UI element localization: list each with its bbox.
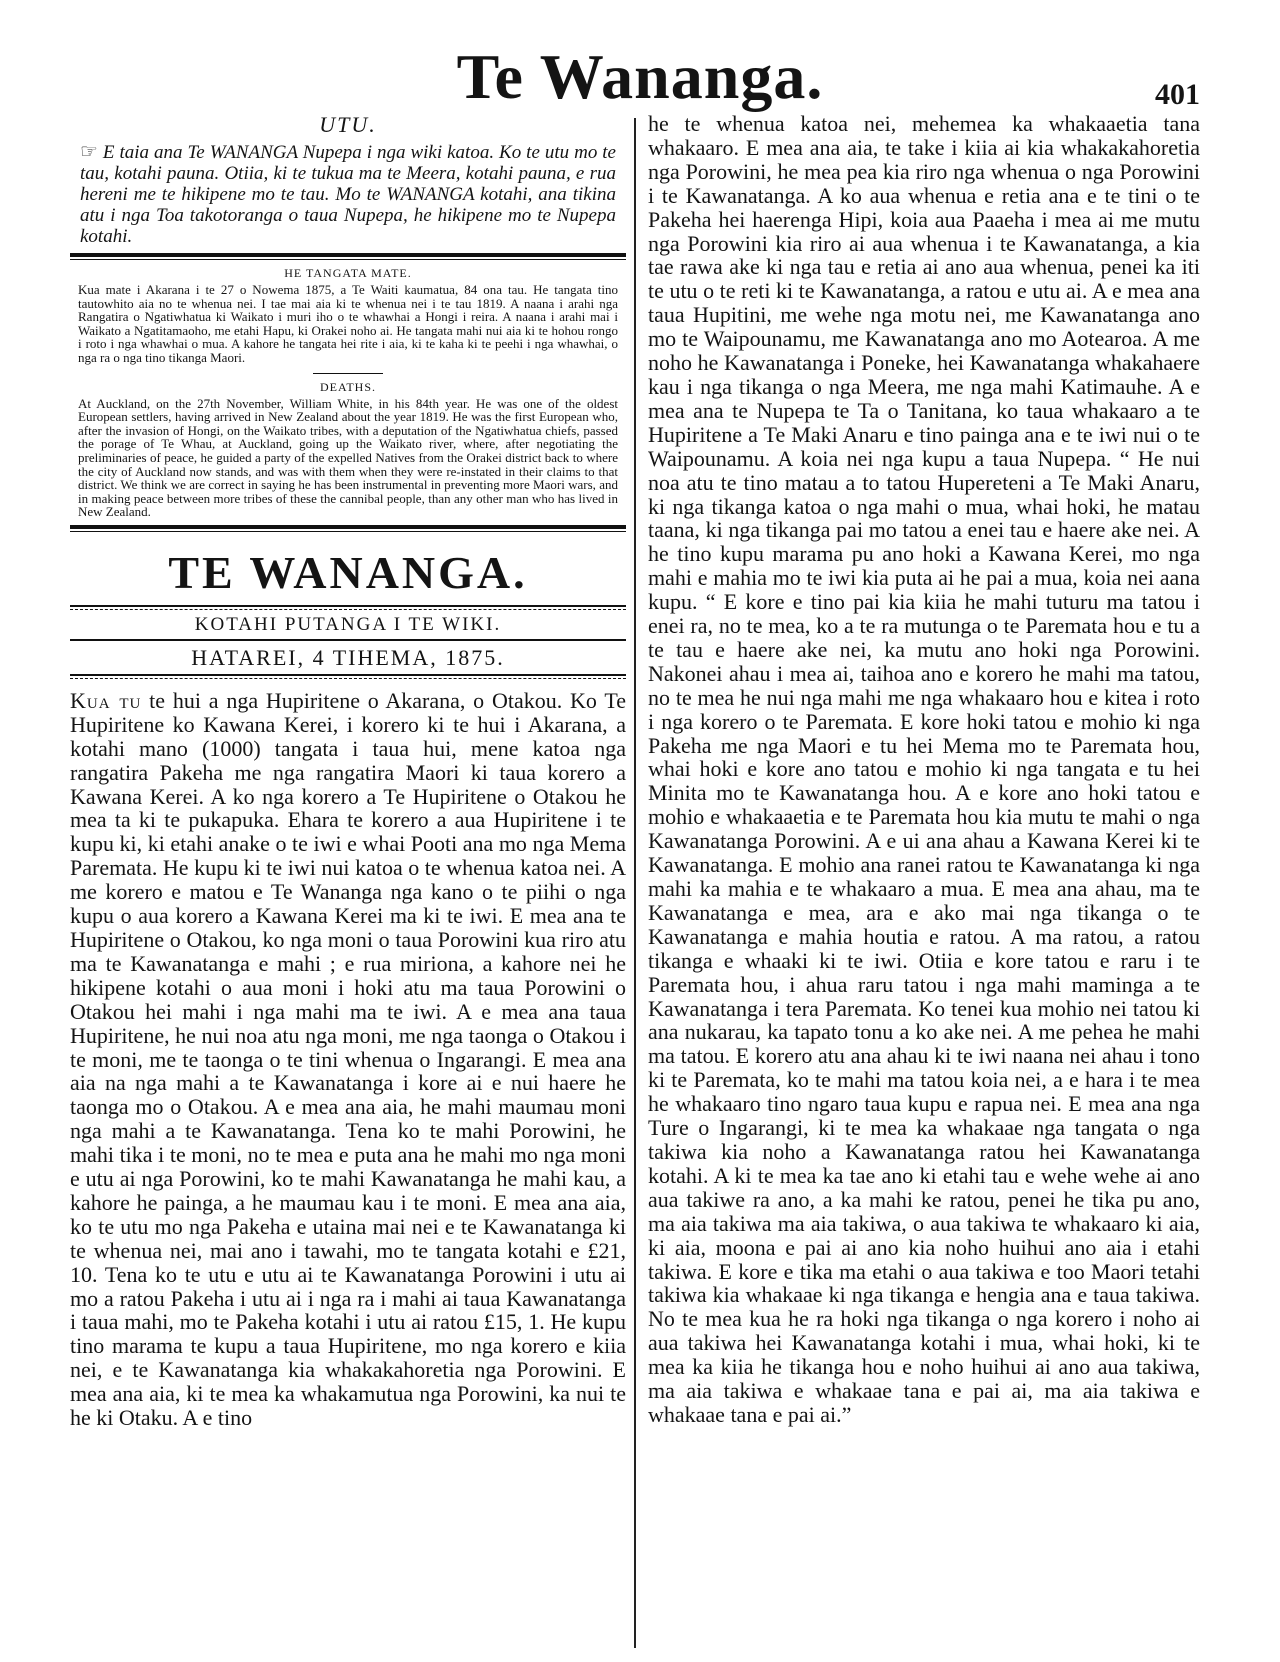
date-rule xyxy=(70,674,626,676)
section-rule xyxy=(70,525,626,529)
page-number: 401 xyxy=(1155,78,1200,111)
notice-title: UTU. xyxy=(319,112,377,137)
section-rule-thin xyxy=(70,259,626,260)
subtitle-rule xyxy=(70,639,626,641)
title-rule-dashed xyxy=(70,609,626,610)
deaths-notice: At Auckland, on the 27th November, William White, in his 84th year. He was one of the oldest European settlers, having arrived in New Zealand about the year 1819. He was the first European who, after the invasion of Hongi, on the Waikato tribes, with a deputation of the Ngatiwhatua chiefs, passed the porage of Te Whau, at Auckland, going up the Waikato river, where, after negotiating the preliminaries of peace, he guided a party of the expelled Natives from the Orakei district back to where the city of Auckland now stands, and was with them when they were re-instated in their claims to that district. We think we are correct in saying he has been instrumental in preventing more Maori wars, and in making peace between more tribes of these the cannibal people, than any other man who has lived in New Zealand. xyxy=(78,395,618,520)
maori-death-heading: HE TANGATA MATE. xyxy=(284,266,412,280)
editorial-body-left xyxy=(70,689,626,1430)
page-title: Te Wananga. xyxy=(456,41,824,112)
section-rule xyxy=(70,253,626,257)
editorial-body-right: he te whenua katoa nei, mehemea ka whakaaetia tana whakaaro. E mea ana aia, te take i kiia ai kia whakakahoretia nga Porowini, he mea pea kia riro nga whenua o nga Porowini i te Kawanatanga. A ko aua whenua e retia ana e te tini o te Pakeha hei haerenga Hipi, koia aua Paaeha i mea ai me mutu nga Porowini kia riro ai aua whenua i te Kawanatanga, a kia tae rawa ake ki nga tau e retia ai ano aua whenua, penei ka iti te utu o te reti ki te Kawanatanga, a ratou e utu ai. A e mea ana taua Hupitini, me wehe nga motu nei, me Kawanatanga ano mo te Waipounamu, me Kawanatanga ano mo Aotearoa. A me noho he Kawanatanga i Poneke, hei Kawanatanga whakahaere kau i nga tikanga o nga Meera, me nga mahi Katimauhe. A e mea ana te Nupepa te Ta o Tanitana, ko taua whakaaro a te Hupiritene a Te Maki Anaru e tino painga ana e te iwi nui o te Waipounamu. A koia nei nga kupu a taua Nupepa. “ He nui noa atu te tino matau a to tatou Hupereteni a Te Maki Anaru, ki nga tikanga katoa o nga mahi o mua, whai hoki, he matau taana, ki nga tikanga pai mo tatou a enei tau e haere ake nei. A he tino kupu marama pu ano hoki a Kawana Kerei, mo nga mahi e mahia mo te iwi kia puta ai he pai a mua, koia nei aana kupu. “ E kore e tino pai kia kiia he mahi tuturu ma tatou i enei ra, no te mea, ko a te ra mutunga o te Paremata hou e tu a te tau e haere ake nei, ka mutu ano hoki nga Porowini. Nakonei ahau i mea ai, taihoa ano e korero he mahi ma tatou, no te mea he nui nga mahi me nga whakaaro hou e kitea i roto i nga korero o te Paremata. E kore hoki tatou e mohio ki nga Pakeha me nga Maori e tu hei Mema mo te Paremata hou, whai hoki e kore ano tatou e mohio ki nga tangata e tu hei Minita mo te Kawanatanga hou. A e kore ano hoki tatou e mohio e whakaaetia e te Paremata hou kia mutu te mahi o nga Kawanatanga Porowini. A e ui ana ahau a Kawana Kerei ki te Kawanatanga. E mohio ana ranei ratou te Kawanatanga ki nga mahi ka mahia e te whakaaro a mua. E mea ana ahau, ma te Kawanatanga e mea, ara e ako mai nga tikanga o te Kawanatanga e mahia houtia e ratou. A ma ratou, a ratou tikanga e whaaki ki te iwi. Otiia e kore tatou e raru i te Paremata hou, i ahua raru tatou i nga mahi maminga a te Kawanatanga i tera Paremata. Ko tenei kua mohio nei tatou ki ana nukarau, ka tapato tonu a ko ake nei. A me pehea he mahi ma tatou. E korero atu ana ahau ki te iwi naana nei ahau i tono ki te Paremata, ko te mahi ma tatou koia nei, a e hara i te mea he whakaaro tino ngaro taua kupu e rapua nei. E mea ana nga Ture o Ingarangi, ki te mea ka whakaae nga tangata o nga takiwa kia noho a Kawanatanga ratou hei Kawanatanga kotahi. A ki te mea ka tae ano ki etahi tau e wehe wehe ai ano aua takiwe ra ano, a ka mahi ke ratou, penei he tika pu ano, ma aia takiwa ma aia takiwa, o aua takiwa te whakaaro ki aia, ki aia, moona e pai ai ano kia noho huihui ano aia i etahi takiwa. E kore e tika ma etahi o aua takiwa e too Maori tetahi takiwa kia whakaae ki nga tikanga e hengia ana e taua takiwa. No te mea kua he ra hoki nga tikanga o nga korero i noho ai aua takiwa hei Kawanatanga kotahi i mua, whai hoki, ki te mea ka kiia he tikanga hou e noho huihui ai ano aua takiwa, ma aia takiwa e whakaae tana e pai ai, ma aia takiwa e whakaae tana e pai ai.” xyxy=(648,111,1200,1427)
title-rule xyxy=(70,605,626,607)
masthead xyxy=(0,40,1280,120)
right-column xyxy=(648,112,1200,1427)
date-rule-dashed xyxy=(70,678,626,679)
notice-body xyxy=(80,142,616,247)
pointing-hand-icon: ☞ xyxy=(80,141,98,163)
column-divider xyxy=(634,118,636,1648)
short-rule xyxy=(313,373,383,374)
editorial-date: HATAREI, 4 TIHEMA, 1875. xyxy=(191,644,505,670)
editorial-title: TE WANANGA. xyxy=(168,546,528,598)
notice-text: E taia ana Te WANANGA Nupepa i nga wiki katoa. Ko te utu mo te tau, kotahi pauna. Otiia, ki te tukua ma te Meera, kotahi pauna, e rua hereni me te hikipene mo te tau. Mo te WANANGA kotahi, ana tikina atu i nga Toa takotoranga o taua Nupepa, he hikipene mo te Nupepa kotahi. xyxy=(80,142,616,247)
lead-words: Kua tu xyxy=(70,687,142,713)
editorial-text-left: te hui a nga Hupiritene o Akarana, o Otakou. Ko Te Hupiritene ko Kawana Kerei, i korero ki te hui i Akarana, a kotahi mano (1000) tangata i taua hui, mene katoa nga rangatira Pakeha me nga rangatira Maori ki taua korero a Kawana Kerei. A ko nga korero a Te Hupiritene o Otakou he mea ta ki te pukapuka. Ehara te korero a aua Hupiritene i te kupu ki, ki etahi anake o te iwi e whai Pooti ana mo nga Mema Paremata. He kupu ki te iwi nui katoa o te whenua katoa nei. A me korero e matou e Te Wananga nga kano o te piihi o nga kupu o aua korero a Kawana Kerei ma ki te iwi. E mea ana te Hupiritene o Otakou, ko nga moni o taua Porowini kua riro atu ma te Kawanatanga e mahi ; e rua miriona, a kahore nei he hikipene kotahi o aua moni i hoki atu ma taua Porowini o Otakou hei mahi i nga mahi ma te iwi. A e mea ana taua Hupiritene, he nui noa atu nga moni, me nga taonga o Otakou i te moni, me te taonga o te tini whenua o Ingarangi. E mea ana aia na nga mahi a te Kawanatanga i kore ai e nui haere he taonga mo o Otakou. A e mea ana aia, he mahi maumau moni nga mahi a te Kawanatanga. Tena ko te mahi Porowini, he mahi tika i te moni, no te mea e puta ana he mahi mo nga moni e utu ai nga Porowini, ko te mahi Kawanatanga he mahi kau, a kahore he painga, a he maumau kau i te moni. E mea ana aia, ko te utu mo nga Pakeha e utaina mai nei e te Kawanatanga ki te whenua nei, mai ano i tawahi, mo te tangata kotahi e £21, 10. Tena ko te utu e utu ai te Kawanatanga Porowini i utu ai mo a ratou Pakeha i utu ai i nga ra i mahi ai taua Kawanatanga i taua mahi, mo te Pakeha kotahi i utu ai ratou £15, 1. He kupu tino marama te kupu a taua Hupiritene, mo nga korero e kiia nei, e te Kawanatanga kia whakakahoretia nga Porowini. E mea ana aia, ki te mea ka whakamutua nga Porowini, ka nui te he ki Otaku. A e tino xyxy=(70,687,626,1431)
section-rule-thin xyxy=(70,531,626,532)
maori-death-notice: Kua mate i Akarana i te 27 o Nowema 1875, a Te Waiti kaumatua, 84 ona tau. He tangata tino tautowhito aia no te whenua nei. I tae mai aia ki te whenua nei i te tau 1819. A naana i arahi nga Rangatira o Ngatiwhatua ki Waikato i muri iho o te whawhai a Hongi i reira. A naana i arahi mai i Waikato a Ngatitamaoho, me etahi Hapu, ki Orakei noho ai. He tangata mahi nui aia ki te hohou rongo i roto i nga whawhai o mua. A kahore he tangata hei rite i aia, ki te kaha ki te peehi i nga whawhai, o nga ra o nga tino tikanga Maori. xyxy=(78,282,618,365)
left-column xyxy=(70,112,626,1430)
editorial-subtitle: KOTAHI PUTANGA I TE WIKI. xyxy=(194,613,502,635)
deaths-heading: DEATHS. xyxy=(319,379,376,394)
